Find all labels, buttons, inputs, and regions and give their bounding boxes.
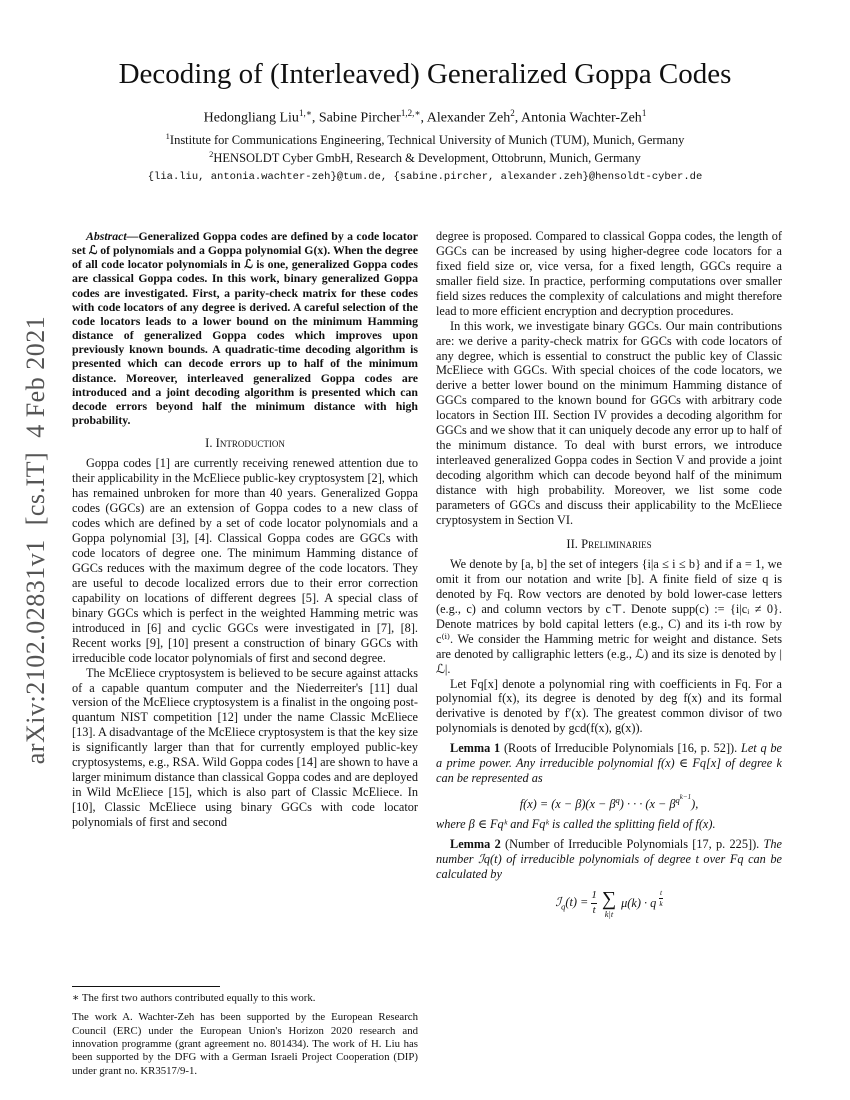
fraction-numerator: 1 (591, 889, 597, 902)
footnote-rule (72, 986, 220, 987)
fraction-one-over-t (591, 890, 597, 916)
summation-index: k|t (604, 908, 614, 919)
sigma-symbol: ∑ (601, 887, 617, 910)
affiliations (0, 131, 850, 168)
abstract-text: Generalized Goppa codes are defined by a code locator set ℒ of polynomials and a Goppa polynomial G(x). When the degree of all code locator polynomials in ℒ is one, generalized Goppa codes are classical Goppa codes. In this work, binary generalized Goppa codes are investigated. First, a parity-check matrix for these codes with code locators of any degree is derived. A careful selection of the code locators leads to a lower bound on the minimum Hamming distance of generalized Goppa codes which improves upon previously known bounds. A quadratic-time decoding algorithm is presented which can decode errors up to half of the minimum distance. Moreover, interleaved generalized Goppa codes are introduced and a joint decoding algorithm is presented which can decode errors beyond half the minimum distance with high probability. (72, 229, 418, 428)
intro-paragraph-1: Goppa codes [1] are currently receiving renewed attention due to their applicability in the McEliece public-key cryptosystem [2], which has remained unbroken for more than 40 years. Generalized Goppa codes (GGCs) are an extension of Goppa codes to a new class of codes which are defined by a set of code locator polynomials and a Goppa polynomial [3], [4]. Classical Goppa codes are GGCs with code locators of degree one. The minimum Hamming distance of GGCs reduces with the maximum degree of the code locators. They are useful to decode localized errors due to their error correction capability on locations of different degrees [5]. A special class of binary GGCs which is perfect in the weighted Hamming metric was introduced in [6] and cyclic GGCs were investigated in [7], [8]. Recent works [9], [10] present a construction of binary GGCs with irreducible code locator polynomials of first and second degree. (72, 456, 418, 665)
intro-paragraph-2: The McEliece cryptosystem is believed to be secure against attacks of a capable quantum computer and the Niederreiter's [11] dual version of the McEliece cryptosystem is a finalist in the ongoing post-quantum NIST competition [12] under the name Classic McEliece [13]. A disadvantage of the McEliece cryptosystem is that the key size is significantly larger than that for currently employed public-key cryptosystems, e.g., RSA. Wild Goppa codes [14] are shown to have a larger minimum distance than classical Goppa codes and are deployed in Wild McEliece [15], which is also part of Classic McEliece. In [10], Classic McEliece using binary GGCs with code locator polynomials of first and second (72, 665, 418, 829)
arxiv-watermark: arXiv:2102.02831v1 [cs.IT] 4 Feb 2021 (21, 315, 50, 765)
author-2: Sabine Pircher (318, 110, 401, 126)
affiliation-1-text: Institute for Communications Engineering, Technical University of Munich (TUM), Munich, Germany (169, 132, 685, 147)
email-line: {lia.liu, antonia.wachter-zeh}@tum.de, {sabine.pircher, alexander.zeh}@hensoldt-cyber.de (147, 171, 703, 184)
contributions-paragraph: In this work, we investigate binary GGCs. Our main contributions are: we derive a parity-check matrix for GGCs with code locators of any degree, which is essential to construct the public key of Classic McEliece with GGCs. With special choices of the code locators, we derive a better lower bound on the minimum Hamming distance of GGCs compared to the known bound for GGCs with arbitrary code locators in Section III. Section IV provides a decoding algorithm for GGCs and we show that it can uniquely decode any error up to half of the minimum distance. To deal with burst errors, we introduce interleaved generalized Goppa codes in Section V and provide a joint decoding algorithm which can decode beyond half of the minimum distance with high probability. Moreover, we list some code parameters of GGCs and discuss their applicability to the McEliece cryptosystem in Section VI. (436, 318, 782, 527)
lemma-2-title: (Number of Irreducible Polynomials [17, p. 225]). (500, 836, 760, 851)
author-separator: , (311, 110, 319, 126)
lemma-2-statement: The number ℐq(t) of irreducible polynomials of degree t over Fq can be calculated by (436, 836, 782, 881)
exponent-numerator: t (659, 887, 663, 897)
lemma-1-label: Lemma 1 (450, 741, 501, 756)
formula-exponent-power: k−1 (679, 793, 692, 802)
lemma-2-label: Lemma 2 (450, 836, 501, 851)
formula-exponent-base: q (675, 794, 680, 805)
subscript-q: q (561, 901, 566, 912)
author-separator: , (420, 110, 427, 126)
author-4-affil-marker: 1 (641, 108, 647, 118)
author-2-affil-marker: 1,2,∗ (400, 108, 421, 118)
author-1-affil-marker: 1,∗ (298, 108, 312, 118)
affiliation-2-marker: 2 (209, 149, 214, 160)
lemma-1-where-clause: where β ∈ Fqᵏ and Fqᵏ is called the splitting field of f(x). (436, 816, 716, 831)
affiliation-1-marker: 1 (165, 130, 170, 141)
author-3: Alexander Zeh (426, 110, 511, 126)
footnote-equal-contribution: ∗ The first two authors contributed equally to this work. (72, 991, 316, 1004)
lemma-1 (436, 741, 782, 786)
lemma-1-statement: Let q be a prime power. Any irreducible polynomial f(x) ∈ Fq[x] of degree k can be represented as (436, 741, 782, 786)
formula-text: ), (691, 797, 699, 812)
footnote-block (72, 986, 418, 1078)
formula-text: f(x) = (x − β)(x − β (519, 797, 616, 812)
continuation-paragraph: degree is proposed. Compared to classical Goppa codes, the length of GGCs can be increased by using higher-degree code locators for a fixed field size or, vice versa, for a fixed length, GGCs require a smaller field size. In practice, performing computations over smaller field sizes reduces the complexity of calculations and might therefore lead to more efficient encryption and decryption procedures. (436, 229, 782, 318)
formula-exponent (676, 795, 692, 805)
author-1: Hedongliang Liu (203, 110, 299, 126)
notation-paragraph: We denote by [a, b] the set of integers {i|a ≤ i ≤ b} and if a = 1, we omit it from our notation and write [b]. A finite field of size q is denoted by Fq. Row vectors are denoted by bold lower-case letters (e.g., c) and column vectors by c⊤. Denote supp(c) := {i|cᵢ ≠ 0}. Denote matrices by bold capital letters (e.g., C) and its i-th row by c⁽ⁱ⁾. We consider the Hamming metric for weight and distance. Sets are denoted by calligraphic letters (e.g., ℒ) and its size is denoted by |ℒ|. (436, 557, 782, 676)
author-3-affil-marker: 2 (510, 108, 515, 118)
abstract-label: Abstract— (86, 229, 139, 243)
lemma-2 (436, 837, 782, 882)
formula-text: ) · · · (x − β (619, 797, 676, 812)
affiliation-2-text: HENSOLDT Cyber GmbH, Research & Development, Ottobrunn, Munich, Germany (213, 151, 641, 166)
section-heading-introduction: I. Introduction (205, 436, 285, 451)
author-4: Antonia Wachter-Zeh (521, 110, 642, 126)
author-separator: , (514, 110, 522, 126)
paper-header (0, 58, 850, 183)
paper-title: Decoding of (Interleaved) Generalized Goppa Codes (118, 58, 732, 90)
formula-exponent: q (615, 794, 620, 805)
fraction-denominator: t (592, 903, 596, 916)
formula-lhs (555, 895, 588, 912)
affiliation-line-2 (0, 149, 850, 167)
footnote-funding: The work A. Wachter-Zeh has been supported by the European Research Council (ERC) under the European Union's Horizon 2020 research and innovation programme (grant agreement no. 801434). The work of H. Liu has been supported by the DFG with a German Israeli Project Cooperation (DIP) under grant no. KR3517/9-1. (72, 1011, 418, 1077)
exponent-fraction-t-over-k (659, 889, 662, 909)
author-line (0, 108, 850, 127)
left-column (72, 229, 418, 1078)
lemma-1-title: (Roots of Irreducible Polynomials [16, p. 52]). (500, 741, 738, 756)
right-column (436, 229, 782, 1078)
lemma-2-formula (436, 889, 782, 919)
affiliation-line-1 (0, 131, 850, 149)
lemma-1-formula (436, 793, 782, 812)
section-heading-preliminaries: II. Preliminaries (566, 536, 652, 551)
exponent-denominator: k (659, 898, 663, 908)
formula-rhs: μ(k) · q (621, 896, 657, 910)
abstract (72, 229, 418, 427)
polynomial-ring-paragraph: Let Fq[x] denote a polynomial ring with coefficients in Fq. For a polynomial f(x), its degree is denoted by deg f(x) and its formal derivative is denoted by f′(x). The greatest common divisor of two polynomials is denoted by gcd(f(x), g(x)). (436, 676, 782, 736)
summation (602, 889, 616, 919)
script-I-symbol: ℐ (555, 895, 562, 910)
equals-part: (t) = (565, 895, 589, 910)
